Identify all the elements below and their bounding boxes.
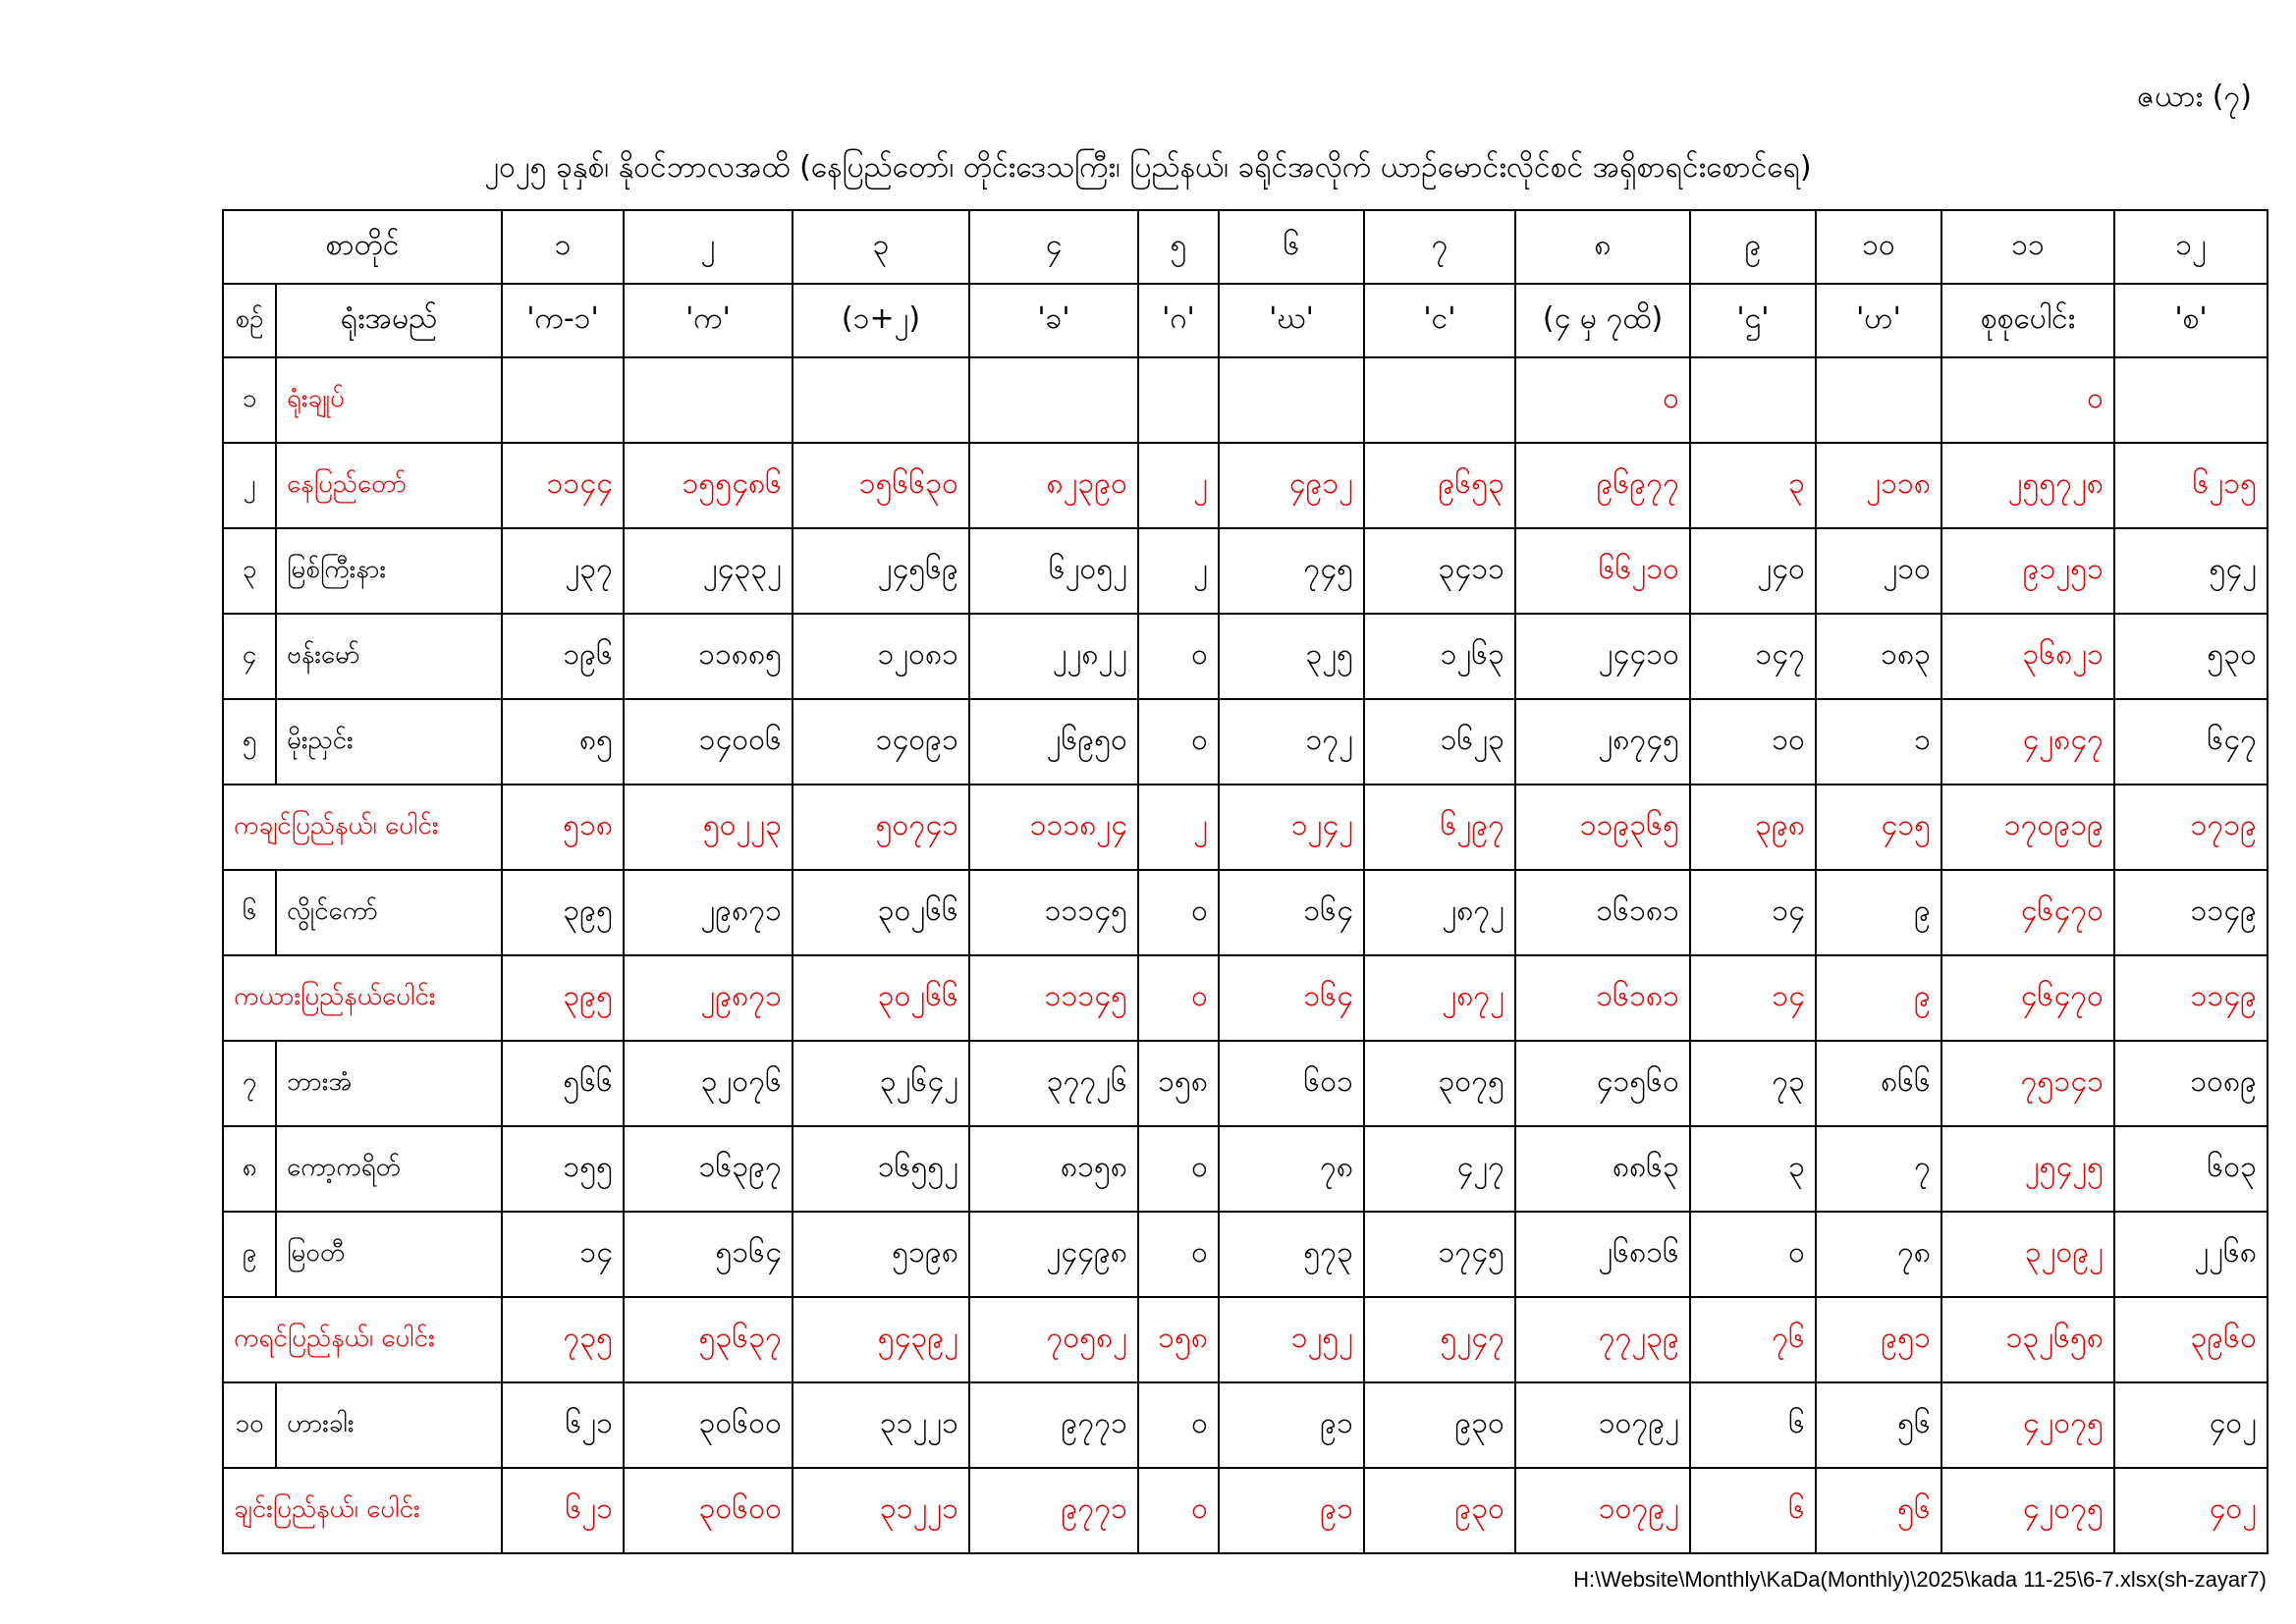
office-row xyxy=(223,528,2268,614)
value-cell: ၉၁ xyxy=(1219,1382,1364,1468)
value-cell: ၁၆၁၈၁ xyxy=(1515,955,1690,1041)
value-cell: ၀ xyxy=(1138,870,1219,955)
value-cell: ၃၆၈၂၁ xyxy=(1941,614,2114,699)
value-cell xyxy=(1219,357,1364,443)
value-cell: ၇၃ xyxy=(1690,1041,1816,1126)
office-row xyxy=(223,1126,2268,1212)
value-cell: ၀ xyxy=(1138,699,1219,785)
value-cell: ၇ xyxy=(1816,1126,1941,1212)
value-cell xyxy=(1138,357,1219,443)
value-cell: ၉ xyxy=(1816,870,1941,955)
value-cell: ၃၉၅ xyxy=(502,870,624,955)
value-cell: ၇၃၅ xyxy=(502,1297,624,1382)
value-cell: ၄၀၂ xyxy=(2114,1468,2268,1553)
value-cell: ၉၆၅၃ xyxy=(1364,443,1515,528)
value-cell xyxy=(1816,357,1941,443)
office-row xyxy=(223,443,2268,528)
office-name-cell: နေပြည်တော် xyxy=(276,443,502,528)
state-total-label: ချင်းပြည်နယ်၊ ပေါင်း xyxy=(223,1468,502,1553)
license-category-header: 'က-၁' xyxy=(502,284,624,357)
value-cell: ၄၆၄၇၀ xyxy=(1941,870,2114,955)
value-cell: ၁၂၄၂ xyxy=(1219,785,1364,870)
office-name-cell: ကော့ကရိတ် xyxy=(276,1126,502,1212)
value-cell: ၅၇၃ xyxy=(1219,1212,1364,1297)
value-cell: ၀ xyxy=(1138,1382,1219,1468)
value-cell: ၁၁၄၄ xyxy=(502,443,624,528)
column-number-header: ၇ xyxy=(1364,210,1515,284)
value-cell: ၁၀၈၉ xyxy=(2114,1041,2268,1126)
value-cell: ၆၄၇ xyxy=(2114,699,2268,785)
license-category-header: 'င' xyxy=(1364,284,1515,357)
value-cell: ၅၁၉၈ xyxy=(793,1212,969,1297)
value-cell xyxy=(1364,357,1515,443)
value-cell: ၉၁၂၅၁ xyxy=(1941,528,2114,614)
value-cell: ၃၀၆၀၀ xyxy=(624,1468,793,1553)
value-cell: ၈၆၆ xyxy=(1816,1041,1941,1126)
value-cell: ၁၆၁၈၁ xyxy=(1515,870,1690,955)
value-cell: ၃၂၅ xyxy=(1219,614,1364,699)
column-number-header: ၁ xyxy=(502,210,624,284)
value-cell: ၄၁၅ xyxy=(1816,785,1941,870)
page-title: ၂၀၂၅ ခုနှစ်၊ နိုဝင်ဘာလအထိ (နေပြည်တော်၊ တိုင်းဒေသကြီး၊ ပြည်နယ်၊ ခရိုင်အလိုက် ယာဉ်မောင်းလိုင်စင် အရှိစာရင်းစောင်ရေ) xyxy=(484,150,1812,185)
value-cell: ၇၆ xyxy=(1690,1297,1816,1382)
value-cell: ၁၅၅၄၈၆ xyxy=(624,443,793,528)
value-cell: ၂၄၀ xyxy=(1690,528,1816,614)
value-cell: ၁၅၆၆၃၀ xyxy=(793,443,969,528)
serial-no-cell: ၈ xyxy=(223,1126,276,1212)
value-cell: ၁၀ xyxy=(1690,699,1816,785)
office-name-cell: မိုးညှင်း xyxy=(276,699,502,785)
value-cell: ၁၇၀၉၁၉ xyxy=(1941,785,2114,870)
value-cell: ၁၂၅၂ xyxy=(1219,1297,1364,1382)
value-cell: ၄၂၀၇၅ xyxy=(1941,1382,2114,1468)
column-title-cell: စာတိုင် xyxy=(223,210,502,284)
value-cell: ၂၁၁၈ xyxy=(1816,443,1941,528)
value-cell: ၄၂၀၇၅ xyxy=(1941,1468,2114,1553)
value-cell: ၂၁၀ xyxy=(1816,528,1941,614)
office-name-cell: မြဝတီ xyxy=(276,1212,502,1297)
value-cell: ၁၉၆ xyxy=(502,614,624,699)
value-cell: ၁၀၇၉၂ xyxy=(1515,1382,1690,1468)
serial-no-cell: ၁ xyxy=(223,357,276,443)
value-cell: ၁၄၀၀၆ xyxy=(624,699,793,785)
value-cell: ၆၆၂၁၀ xyxy=(1515,528,1690,614)
value-cell: ၈၈၆၃ xyxy=(1515,1126,1690,1212)
license-category-header: 'ခ' xyxy=(969,284,1138,357)
value-cell: ၃၂၀၇၆ xyxy=(624,1041,793,1126)
value-cell: ၀ xyxy=(1138,1212,1219,1297)
value-cell xyxy=(2114,357,2268,443)
value-cell: ၃၉၆၀ xyxy=(2114,1297,2268,1382)
state-total-row xyxy=(223,785,2268,870)
value-cell: ၄၁၅၆၀ xyxy=(1515,1041,1690,1126)
value-cell: ၀ xyxy=(1138,1126,1219,1212)
value-cell: ၂၂၈၂၂ xyxy=(969,614,1138,699)
value-cell: ၁၄ xyxy=(1690,870,1816,955)
value-cell xyxy=(1690,357,1816,443)
value-cell: ၁၆၂၃ xyxy=(1364,699,1515,785)
value-cell: ၂၆၈၁၆ xyxy=(1515,1212,1690,1297)
value-cell: ၆၂၁၅ xyxy=(2114,443,2268,528)
value-cell: ၂၅၄၂၅ xyxy=(1941,1126,2114,1212)
value-cell: ၀ xyxy=(1690,1212,1816,1297)
license-category-header: 'က' xyxy=(624,284,793,357)
value-cell: ၃၁၂၂၁ xyxy=(793,1468,969,1553)
value-cell: ၂၄၄၉၈ xyxy=(969,1212,1138,1297)
header-row-codes xyxy=(223,284,2268,357)
value-cell: ၄၀၂ xyxy=(2114,1382,2268,1468)
value-cell: ၂၆၉၅၀ xyxy=(969,699,1138,785)
value-cell: ၁ xyxy=(1816,699,1941,785)
value-cell: ၁၁၁၄၅ xyxy=(969,955,1138,1041)
serial-no-cell: ၇ xyxy=(223,1041,276,1126)
value-cell: ၅၁၈ xyxy=(502,785,624,870)
license-category-header: 'စ' xyxy=(2114,284,2268,357)
value-cell: ၃၀၂၆၆ xyxy=(793,955,969,1041)
value-cell: ၁၁၁၈၂၄ xyxy=(969,785,1138,870)
file-path-footer: H:\Website\Monthly\KaDa(Monthly)\2025\kada 11-25\6-7.xlsx(sh-zayar7) xyxy=(1573,1567,2267,1592)
value-cell: ၁၄ xyxy=(502,1212,624,1297)
value-cell: ၉ xyxy=(1816,955,1941,1041)
value-cell: ၂ xyxy=(1138,528,1219,614)
license-category-header: စုစုပေါင်း xyxy=(1941,284,2114,357)
serial-no-cell: ၆ xyxy=(223,870,276,955)
serial-no-cell: ၁၀ xyxy=(223,1382,276,1468)
office-name-cell: ဘားအံ xyxy=(276,1041,502,1126)
value-cell: ၅၆ xyxy=(1816,1468,1941,1553)
value-cell: ၂၉၈၇၁ xyxy=(624,955,793,1041)
value-cell: ၃၉၈ xyxy=(1690,785,1816,870)
value-cell: ၂ xyxy=(1138,443,1219,528)
office-row xyxy=(223,614,2268,699)
value-cell: ၅၀၇၄၁ xyxy=(793,785,969,870)
value-cell: ၅၀၂၂၃ xyxy=(624,785,793,870)
value-cell: ၁၆၃၉၇ xyxy=(624,1126,793,1212)
value-cell: ၅၃၀ xyxy=(2114,614,2268,699)
value-cell: ၆၂၉၇ xyxy=(1364,785,1515,870)
value-cell: ၃၂၀၉၂ xyxy=(1941,1212,2114,1297)
value-cell: ၃၉၅ xyxy=(502,955,624,1041)
value-cell: ၂၄၃၃၂ xyxy=(624,528,793,614)
serial-no-header: စဉ် xyxy=(223,284,276,357)
value-cell: ၂၈၇၂ xyxy=(1364,870,1515,955)
value-cell: ၆ xyxy=(1690,1468,1816,1553)
value-cell: ၁၅၈ xyxy=(1138,1297,1219,1382)
office-row xyxy=(223,699,2268,785)
value-cell: ၁၂၀၈၁ xyxy=(793,614,969,699)
office-name-cell: မြစ်ကြီးနား xyxy=(276,528,502,614)
value-cell: ၁၄၀၉၁ xyxy=(793,699,969,785)
serial-no-cell: ၄ xyxy=(223,614,276,699)
value-cell: ၅၆ xyxy=(1816,1382,1941,1468)
column-number-header: ၄ xyxy=(969,210,1138,284)
value-cell: ၄၂၈၄၇ xyxy=(1941,699,2114,785)
value-cell: ၀ xyxy=(1138,955,1219,1041)
value-cell xyxy=(502,357,624,443)
value-cell: ၁၁၉၃၆၅ xyxy=(1515,785,1690,870)
value-cell: ၀ xyxy=(1138,614,1219,699)
value-cell: ၁၃၂၆၅၈ xyxy=(1941,1297,2114,1382)
value-cell: ၂၂၆၈ xyxy=(2114,1212,2268,1297)
column-number-header: ၅ xyxy=(1138,210,1219,284)
value-cell xyxy=(969,357,1138,443)
value-cell: ၂ xyxy=(1138,785,1219,870)
license-category-header: (၁+၂) xyxy=(793,284,969,357)
office-name-cell: ဟားခါး xyxy=(276,1382,502,1468)
value-cell: ၉၃၀ xyxy=(1364,1382,1515,1468)
office-row xyxy=(223,870,2268,955)
value-cell: ၉၁ xyxy=(1219,1468,1364,1553)
state-total-label: ကရင်ပြည်နယ်၊ ပေါင်း xyxy=(223,1297,502,1382)
value-cell: ၀ xyxy=(1941,357,2114,443)
office-name-cell: ရုံးချုပ် xyxy=(276,357,502,443)
serial-no-cell: ၃ xyxy=(223,528,276,614)
value-cell: ၇၈ xyxy=(1219,1126,1364,1212)
value-cell: ၁၇၁၉ xyxy=(2114,785,2268,870)
value-cell: ၈၂၃၉၀ xyxy=(969,443,1138,528)
serial-no-cell: ၂ xyxy=(223,443,276,528)
table-number-label: ဇယား (၇) xyxy=(2137,80,2252,114)
value-cell: ၇၇၂၃၉ xyxy=(1515,1297,1690,1382)
office-row xyxy=(223,1382,2268,1468)
value-cell: ၁၆၄ xyxy=(1219,955,1364,1041)
state-total-label: ကယားပြည်နယ်ပေါင်း xyxy=(223,955,502,1041)
value-cell: ၀ xyxy=(1515,357,1690,443)
license-category-header: 'ဌ' xyxy=(1690,284,1816,357)
column-number-header: ၈ xyxy=(1515,210,1690,284)
value-cell: ၁၁၄၉ xyxy=(2114,870,2268,955)
license-table xyxy=(222,209,2269,1554)
value-cell: ၄၂၇ xyxy=(1364,1126,1515,1212)
column-number-header: ၃ xyxy=(793,210,969,284)
office-name-cell: ဗန်းမော် xyxy=(276,614,502,699)
value-cell: ၃၀၆၀၀ xyxy=(624,1382,793,1468)
value-cell: ၁၅၈ xyxy=(1138,1041,1219,1126)
office-name-cell: လွိုင်ကော် xyxy=(276,870,502,955)
value-cell: ၆၂၁ xyxy=(502,1382,624,1468)
column-number-header: ၆ xyxy=(1219,210,1364,284)
value-cell: ၉၇၇၁ xyxy=(969,1382,1138,1468)
value-cell: ၁၁၄၉ xyxy=(2114,955,2268,1041)
value-cell: ၅၄၃၉၂ xyxy=(793,1297,969,1382)
value-cell: ၅၆၆ xyxy=(502,1041,624,1126)
license-category-header: 'ဃ' xyxy=(1219,284,1364,357)
value-cell: ၉၅၁ xyxy=(1816,1297,1941,1382)
value-cell xyxy=(624,357,793,443)
office-row xyxy=(223,357,2268,443)
state-total-row xyxy=(223,1297,2268,1382)
value-cell: ၁၈၃ xyxy=(1816,614,1941,699)
value-cell: ၃၁၂၂၁ xyxy=(793,1382,969,1468)
header-row-numbers xyxy=(223,210,2268,284)
value-cell: ၃၇၇၂၆ xyxy=(969,1041,1138,1126)
value-cell: ၂၉၈၇၁ xyxy=(624,870,793,955)
value-cell: ၇၈ xyxy=(1816,1212,1941,1297)
value-cell: ၉၃၀ xyxy=(1364,1468,1515,1553)
value-cell: ၅၂၄၇ xyxy=(1364,1297,1515,1382)
value-cell: ၇၀၅၈၂ xyxy=(969,1297,1138,1382)
serial-no-cell: ၅ xyxy=(223,699,276,785)
value-cell: ၂၃၇ xyxy=(502,528,624,614)
value-cell: ၄၆၄၇၀ xyxy=(1941,955,2114,1041)
office-row xyxy=(223,1212,2268,1297)
value-cell: ၃ xyxy=(1690,443,1816,528)
value-cell: ၆၀၃ xyxy=(2114,1126,2268,1212)
column-number-header: ၂ xyxy=(624,210,793,284)
value-cell: ၂၄၅၆၉ xyxy=(793,528,969,614)
value-cell: ၅၃၆၃၇ xyxy=(624,1297,793,1382)
value-cell: ၆ xyxy=(1690,1382,1816,1468)
value-cell: ၃၀၇၅ xyxy=(1364,1041,1515,1126)
value-cell: ၉၆၉၇၇ xyxy=(1515,443,1690,528)
state-total-label: ကချင်ပြည်နယ်၊ ပေါင်း xyxy=(223,785,502,870)
value-cell: ၃၂၆၄၂ xyxy=(793,1041,969,1126)
value-cell: ၅၄၂ xyxy=(2114,528,2268,614)
value-cell: ၁၁၁၄၅ xyxy=(969,870,1138,955)
value-cell: ၂၈၇၂ xyxy=(1364,955,1515,1041)
state-total-row xyxy=(223,955,2268,1041)
value-cell: ၆၂၁ xyxy=(502,1468,624,1553)
value-cell: ၁၆၄ xyxy=(1219,870,1364,955)
value-cell xyxy=(793,357,969,443)
value-cell: ၃၀၂၆၆ xyxy=(793,870,969,955)
column-number-header: ၁၀ xyxy=(1816,210,1941,284)
value-cell: ၁၂၆၃ xyxy=(1364,614,1515,699)
license-category-header: 'ဟ' xyxy=(1816,284,1941,357)
value-cell: ၂၈၇၄၅ xyxy=(1515,699,1690,785)
column-number-header: ၁၁ xyxy=(1941,210,2114,284)
value-cell: ၁၇၂ xyxy=(1219,699,1364,785)
value-cell: ၃၄၁၁ xyxy=(1364,528,1515,614)
serial-no-cell: ၉ xyxy=(223,1212,276,1297)
office-row xyxy=(223,1041,2268,1126)
license-category-header: 'ဂ' xyxy=(1138,284,1219,357)
license-category-header: (၄ မှ ၇ထိ) xyxy=(1515,284,1690,357)
value-cell: ၆၂၀၅၂ xyxy=(969,528,1138,614)
value-cell: ၂၅၅၇၂၈ xyxy=(1941,443,2114,528)
value-cell: ၁၇၄၅ xyxy=(1364,1212,1515,1297)
value-cell: ၁၀၇၉၂ xyxy=(1515,1468,1690,1553)
value-cell: ၆၀၁ xyxy=(1219,1041,1364,1126)
value-cell: ၇၅၁၄၁ xyxy=(1941,1041,2114,1126)
value-cell: ၁၁၈၈၅ xyxy=(624,614,793,699)
value-cell: ၁၆၅၅၂ xyxy=(793,1126,969,1212)
value-cell: ၉၇၇၁ xyxy=(969,1468,1138,1553)
value-cell: ၃ xyxy=(1690,1126,1816,1212)
value-cell: ၈၁၅၈ xyxy=(969,1126,1138,1212)
column-number-header: ၉ xyxy=(1690,210,1816,284)
value-cell: ၇၄၅ xyxy=(1219,528,1364,614)
value-cell: ၂၄၄၁၀ xyxy=(1515,614,1690,699)
value-cell: ၅၁၆၄ xyxy=(624,1212,793,1297)
value-cell: ၁၄ xyxy=(1690,955,1816,1041)
value-cell: ၀ xyxy=(1138,1468,1219,1553)
value-cell: ၁၅၅ xyxy=(502,1126,624,1212)
value-cell: ၁၄၇ xyxy=(1690,614,1816,699)
column-number-header: ၁၂ xyxy=(2114,210,2268,284)
office-name-header: ရုံးအမည် xyxy=(276,284,502,357)
state-total-row xyxy=(223,1468,2268,1553)
value-cell: ၈၅ xyxy=(502,699,624,785)
value-cell: ၄၉၁၂ xyxy=(1219,443,1364,528)
